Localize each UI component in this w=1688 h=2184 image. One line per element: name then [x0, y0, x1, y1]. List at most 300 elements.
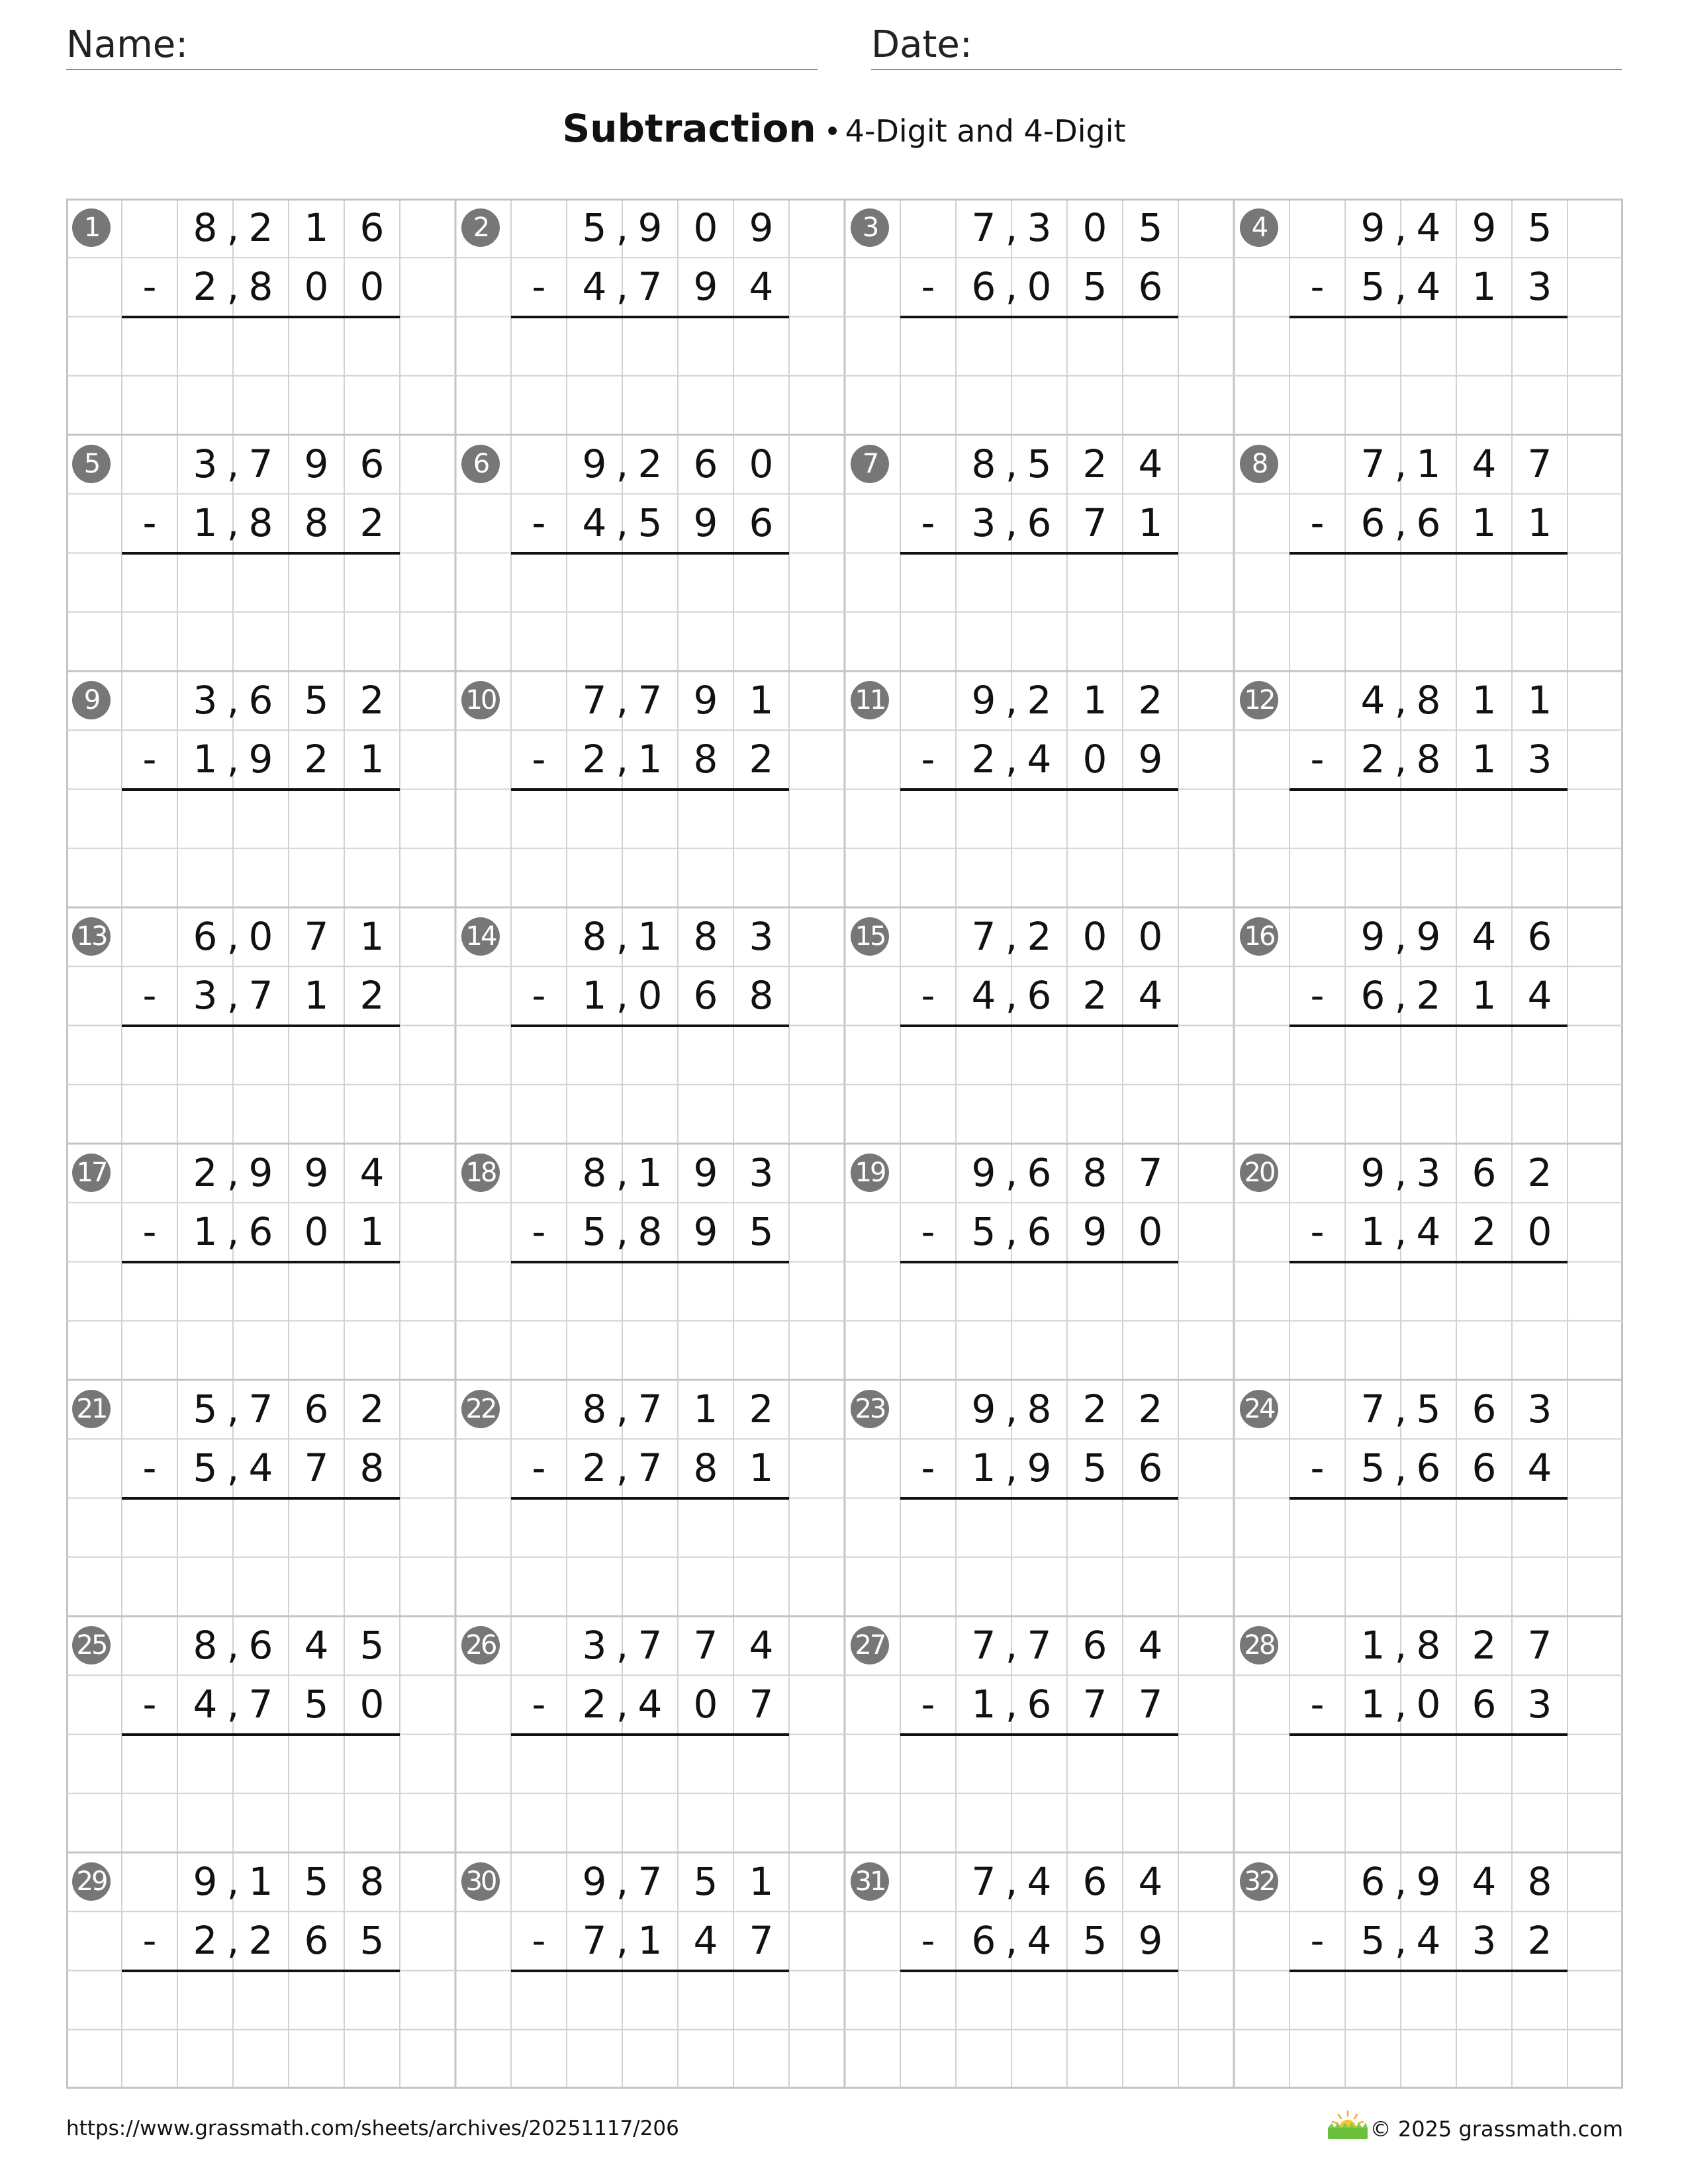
digit: 9 [248, 1150, 273, 1195]
digit: 2 [749, 737, 774, 782]
digit: 6 [304, 1918, 329, 1963]
problem-8 [1234, 435, 1623, 671]
answer-area[interactable] [122, 1500, 400, 1612]
digit: 9 [1082, 1209, 1107, 1254]
thousands-comma: , [616, 441, 629, 486]
answer-area[interactable] [900, 1263, 1178, 1376]
answer-area[interactable] [1289, 1263, 1568, 1376]
digit: 3 [1416, 1150, 1441, 1195]
answer-area[interactable] [122, 1263, 400, 1376]
minuend [1289, 671, 1568, 730]
minus-sign: - [1310, 737, 1325, 782]
problem-32 [1234, 1852, 1623, 2089]
digit: 4 [637, 1682, 663, 1727]
digit: 7 [304, 914, 329, 959]
problem-5 [66, 435, 455, 671]
minus-sign: - [142, 500, 157, 545]
minus-sign: - [532, 737, 546, 782]
thousands-comma: , [1394, 1859, 1407, 1904]
digit: 2 [582, 1445, 607, 1490]
digit: 6 [693, 441, 718, 486]
subtrahend [511, 494, 789, 553]
minuend [122, 671, 400, 730]
digit: 4 [1472, 441, 1497, 486]
minus-sign: - [532, 264, 546, 309]
problem-number-badge: 15 [851, 917, 889, 956]
digit: 8 [693, 1445, 718, 1490]
digit: 4 [582, 500, 607, 545]
answer-area[interactable] [1289, 791, 1568, 903]
digit: 8 [193, 205, 218, 250]
digit: 4 [248, 1445, 273, 1490]
digit: 9 [1360, 914, 1385, 959]
digit: 1 [749, 678, 774, 723]
problem-number-badge: 18 [461, 1154, 500, 1192]
digit: 2 [1082, 973, 1107, 1018]
answer-area[interactable] [122, 1736, 400, 1848]
minuend [511, 199, 789, 257]
thousands-comma: , [1394, 264, 1407, 309]
problem-number-badge: 28 [1240, 1626, 1278, 1664]
digit: 8 [248, 500, 273, 545]
digit: 3 [582, 1623, 607, 1668]
thousands-comma: , [226, 737, 240, 782]
digit: 6 [359, 441, 385, 486]
digit: 3 [1027, 205, 1052, 250]
problem-29 [66, 1852, 455, 2089]
problem-30 [455, 1852, 845, 2089]
subtrahend [511, 1439, 789, 1498]
minus-sign: - [1310, 500, 1325, 545]
digit: 6 [1360, 500, 1385, 545]
digit: 7 [1082, 1682, 1107, 1727]
subtrahend [511, 1675, 789, 1734]
minus-sign: - [921, 1682, 935, 1727]
thousands-comma: , [1394, 678, 1407, 723]
digit: 8 [971, 441, 996, 486]
problem-9 [66, 671, 455, 907]
answer-area[interactable] [511, 1972, 789, 2085]
digit: 9 [693, 1150, 718, 1195]
thousands-comma: , [1005, 914, 1018, 959]
answer-area[interactable] [900, 555, 1178, 667]
problem-20 [1234, 1144, 1623, 1380]
problem-number-badge: 20 [1240, 1154, 1278, 1192]
subtrahend [1289, 966, 1568, 1025]
subtrahend [1289, 1439, 1568, 1498]
footer-copyright: © 2025 grassmath.com [1370, 2116, 1623, 2142]
problem-number-badge: 11 [851, 681, 889, 719]
minuend [122, 199, 400, 257]
digit: 2 [359, 1387, 385, 1432]
digit: 6 [1416, 500, 1441, 545]
minus-sign: - [921, 500, 935, 545]
thousands-comma: , [616, 737, 629, 782]
digit: 3 [193, 973, 218, 1018]
digit: 8 [1027, 1387, 1052, 1432]
problem-number-badge: 13 [72, 917, 111, 956]
thousands-comma: , [1394, 1387, 1407, 1432]
thousands-comma: , [226, 1859, 240, 1904]
digit: 7 [749, 1682, 774, 1727]
problem-number-badge: 23 [851, 1390, 889, 1428]
minuend [511, 435, 789, 494]
digit: 3 [749, 914, 774, 959]
problem-17 [66, 1144, 455, 1380]
digit: 2 [1082, 441, 1107, 486]
answer-area[interactable] [511, 318, 789, 431]
thousands-comma: , [1394, 1918, 1407, 1963]
answer-area[interactable] [511, 791, 789, 903]
thousands-comma: , [226, 914, 240, 959]
answer-area[interactable] [1289, 318, 1568, 431]
problem-24 [1234, 1380, 1623, 1616]
problem-16 [1234, 907, 1623, 1144]
digit: 7 [1082, 500, 1107, 545]
problem-10 [455, 671, 845, 907]
digit: 1 [1472, 264, 1497, 309]
minuend [1289, 1380, 1568, 1439]
subtrahend [122, 730, 400, 789]
digit: 0 [248, 914, 273, 959]
digit: 8 [304, 500, 329, 545]
thousands-comma: , [1394, 500, 1407, 545]
problem-31 [845, 1852, 1234, 2089]
minus-sign: - [142, 264, 157, 309]
thousands-comma: , [616, 1150, 629, 1195]
thousands-comma: , [1005, 500, 1018, 545]
problem-number-badge: 31 [851, 1862, 889, 1901]
answer-area[interactable] [900, 1027, 1178, 1140]
thousands-comma: , [616, 1623, 629, 1668]
digit: 8 [582, 914, 607, 959]
minus-sign: - [921, 1209, 935, 1254]
digit: 2 [582, 737, 607, 782]
minuend [900, 907, 1178, 966]
digit: 5 [1360, 1918, 1385, 1963]
digit: 2 [1138, 678, 1163, 723]
digit: 8 [1527, 1859, 1552, 1904]
digit: 5 [1027, 441, 1052, 486]
problem-number-badge: 3 [851, 208, 889, 247]
digit: 5 [193, 1445, 218, 1490]
digit: 9 [971, 678, 996, 723]
answer-area[interactable] [1289, 1027, 1568, 1140]
name-field[interactable] [66, 23, 818, 70]
digit: 0 [1138, 914, 1163, 959]
digit: 8 [637, 1209, 663, 1254]
thousands-comma: , [616, 1209, 629, 1254]
minuend [900, 671, 1178, 730]
thousands-comma: , [616, 1859, 629, 1904]
date-field[interactable] [871, 23, 1622, 70]
thousands-comma: , [1394, 1209, 1407, 1254]
digit: 0 [359, 264, 385, 309]
minuend [511, 1852, 789, 1911]
minus-sign: - [532, 1209, 546, 1254]
subtrahend [511, 1203, 789, 1261]
minus-sign: - [921, 973, 935, 1018]
answer-area[interactable] [511, 555, 789, 667]
digit: 4 [1472, 914, 1497, 959]
problem-number-badge: 2 [461, 208, 500, 247]
answer-area[interactable] [900, 1972, 1178, 2085]
digit: 5 [193, 1387, 218, 1432]
digit: 7 [1527, 1623, 1552, 1668]
minuend [511, 671, 789, 730]
minuend [900, 1380, 1178, 1439]
minus-sign: - [921, 737, 935, 782]
problem-number-badge: 7 [851, 445, 889, 483]
problem-number-badge: 29 [72, 1862, 111, 1901]
digit: 1 [1416, 441, 1441, 486]
digit: 4 [1416, 264, 1441, 309]
minus-sign: - [532, 973, 546, 1018]
minuend [122, 1144, 400, 1203]
thousands-comma: , [616, 500, 629, 545]
digit: 4 [1472, 1859, 1497, 1904]
subtrahend [122, 1203, 400, 1261]
digit: 6 [749, 500, 774, 545]
digit: 8 [193, 1623, 218, 1668]
digit: 7 [749, 1918, 774, 1963]
digit: 1 [971, 1445, 996, 1490]
answer-area[interactable] [122, 1027, 400, 1140]
digit: 7 [1527, 441, 1552, 486]
digit: 0 [693, 205, 718, 250]
problem-number-badge: 9 [72, 681, 111, 719]
problem-14 [455, 907, 845, 1144]
digit: 3 [1472, 1918, 1497, 1963]
digit: 6 [1138, 1445, 1163, 1490]
digit: 2 [1527, 1150, 1552, 1195]
thousands-comma: , [1394, 1623, 1407, 1668]
thousands-comma: , [1394, 1445, 1407, 1490]
digit: 4 [749, 264, 774, 309]
digit: 2 [1416, 973, 1441, 1018]
answer-area[interactable] [511, 1736, 789, 1848]
thousands-comma: , [226, 441, 240, 486]
digit: 7 [1138, 1150, 1163, 1195]
digit: 4 [971, 973, 996, 1018]
digit: 6 [359, 205, 385, 250]
title-separator: • [823, 115, 841, 149]
digit: 2 [1027, 678, 1052, 723]
digit: 4 [304, 1623, 329, 1668]
digit: 4 [1027, 737, 1052, 782]
digit: 8 [582, 1150, 607, 1195]
digit: 2 [359, 973, 385, 1018]
subtrahend [900, 966, 1178, 1025]
thousands-comma: , [226, 1918, 240, 1963]
title-main: Subtraction [562, 106, 816, 151]
digit: 9 [1027, 1445, 1052, 1490]
digit: 7 [1027, 1623, 1052, 1668]
minus-sign: - [532, 1682, 546, 1727]
problem-1 [66, 199, 455, 435]
minus-sign: - [1310, 1445, 1325, 1490]
problem-number-badge: 22 [461, 1390, 500, 1428]
problem-number-badge: 24 [1240, 1390, 1278, 1428]
digit: 1 [193, 1209, 218, 1254]
minuend [900, 199, 1178, 257]
digit: 9 [693, 264, 718, 309]
minuend [122, 435, 400, 494]
digit: 7 [971, 1859, 996, 1904]
digit: 2 [1472, 1209, 1497, 1254]
digit: 0 [1082, 737, 1107, 782]
digit: 9 [749, 205, 774, 250]
thousands-comma: , [1394, 441, 1407, 486]
subtrahend [900, 1675, 1178, 1734]
digit: 6 [248, 1209, 273, 1254]
digit: 7 [637, 1387, 663, 1432]
minuend [1289, 1144, 1568, 1203]
digit: 9 [693, 1209, 718, 1254]
digit: 1 [1472, 973, 1497, 1018]
thousands-comma: , [226, 1682, 240, 1727]
digit: 2 [1082, 1387, 1107, 1432]
answer-area[interactable] [1289, 1736, 1568, 1848]
digit: 1 [971, 1682, 996, 1727]
digit: 9 [1360, 205, 1385, 250]
problem-number-badge: 4 [1240, 208, 1278, 247]
digit: 8 [1416, 737, 1441, 782]
thousands-comma: , [1005, 678, 1018, 723]
answer-area[interactable] [1289, 555, 1568, 667]
problem-11 [845, 671, 1234, 907]
digit: 1 [1360, 1209, 1385, 1254]
digit: 4 [582, 264, 607, 309]
digit: 2 [1360, 737, 1385, 782]
problem-22 [455, 1380, 845, 1616]
digit: 0 [1416, 1682, 1441, 1727]
thousands-comma: , [226, 1209, 240, 1254]
digit: 7 [637, 678, 663, 723]
digit: 6 [1027, 1682, 1052, 1727]
thousands-comma: , [1394, 1150, 1407, 1195]
problem-12 [1234, 671, 1623, 907]
problem-13 [66, 907, 455, 1144]
answer-area[interactable] [900, 791, 1178, 903]
digit: 7 [971, 1623, 996, 1668]
answer-area[interactable] [122, 1972, 400, 2085]
answer-area[interactable] [122, 791, 400, 903]
thousands-comma: , [1005, 264, 1018, 309]
thousands-comma: , [1394, 914, 1407, 959]
digit: 5 [971, 1209, 996, 1254]
digit: 5 [1527, 205, 1552, 250]
answer-area[interactable] [511, 1263, 789, 1376]
digit: 3 [1527, 1682, 1552, 1727]
minuend [900, 1852, 1178, 1911]
minuend [122, 1852, 400, 1911]
digit: 4 [1027, 1918, 1052, 1963]
answer-area[interactable] [122, 555, 400, 667]
digit: 4 [193, 1682, 218, 1727]
answer-area[interactable] [511, 1027, 789, 1140]
digit: 2 [1527, 1918, 1552, 1963]
digit: 5 [1360, 1445, 1385, 1490]
digit: 1 [1138, 500, 1163, 545]
thousands-comma: , [226, 205, 240, 250]
problem-number-badge: 12 [1240, 681, 1278, 719]
answer-area[interactable] [900, 1500, 1178, 1612]
thousands-comma: , [1394, 205, 1407, 250]
digit: 9 [1416, 1859, 1441, 1904]
digit: 8 [749, 973, 774, 1018]
digit: 4 [1416, 1918, 1441, 1963]
digit: 1 [1360, 1682, 1385, 1727]
problem-number-badge: 5 [72, 445, 111, 483]
digit: 4 [1138, 1623, 1163, 1668]
subtrahend [511, 257, 789, 316]
digit: 6 [1472, 1387, 1497, 1432]
digit: 1 [248, 1859, 273, 1904]
digit: 1 [193, 737, 218, 782]
digit: 2 [248, 1918, 273, 1963]
digit: 3 [1527, 737, 1552, 782]
digit: 6 [693, 973, 718, 1018]
digit: 0 [693, 1682, 718, 1727]
digit: 2 [248, 205, 273, 250]
digit: 1 [1527, 500, 1552, 545]
thousands-comma: , [1005, 1150, 1018, 1195]
problem-25 [66, 1616, 455, 1852]
digit: 1 [693, 1387, 718, 1432]
answer-area[interactable] [122, 318, 400, 431]
digit: 5 [1138, 205, 1163, 250]
digit: 1 [582, 973, 607, 1018]
digit: 5 [1416, 1387, 1441, 1432]
answer-area[interactable] [1289, 1972, 1568, 2085]
digit: 5 [637, 500, 663, 545]
digit: 3 [971, 500, 996, 545]
digit: 1 [1472, 678, 1497, 723]
problem-28 [1234, 1616, 1623, 1852]
digit: 1 [304, 205, 329, 250]
problem-26 [455, 1616, 845, 1852]
thousands-comma: , [1005, 737, 1018, 782]
digit: 7 [693, 1623, 718, 1668]
digit: 4 [1416, 205, 1441, 250]
digit: 2 [193, 1918, 218, 1963]
digit: 5 [582, 1209, 607, 1254]
minuend [1289, 1616, 1568, 1675]
digit: 3 [193, 441, 218, 486]
subtrahend [122, 1675, 400, 1734]
digit: 5 [359, 1623, 385, 1668]
answer-area[interactable] [900, 318, 1178, 431]
subtrahend [900, 1203, 1178, 1261]
minuend [511, 907, 789, 966]
answer-area[interactable] [1289, 1500, 1568, 1612]
problem-grid [66, 199, 1623, 2089]
thousands-comma: , [1005, 441, 1018, 486]
answer-area[interactable] [511, 1500, 789, 1612]
answer-area[interactable] [900, 1736, 1178, 1848]
thousands-comma: , [226, 1623, 240, 1668]
digit: 1 [749, 1445, 774, 1490]
problem-number-badge: 8 [1240, 445, 1278, 483]
digit: 6 [1138, 264, 1163, 309]
digit: 7 [637, 1859, 663, 1904]
digit: 4 [1138, 973, 1163, 1018]
digit: 1 [359, 914, 385, 959]
problem-number-badge: 27 [851, 1626, 889, 1664]
digit: 9 [304, 1150, 329, 1195]
digit: 0 [304, 264, 329, 309]
